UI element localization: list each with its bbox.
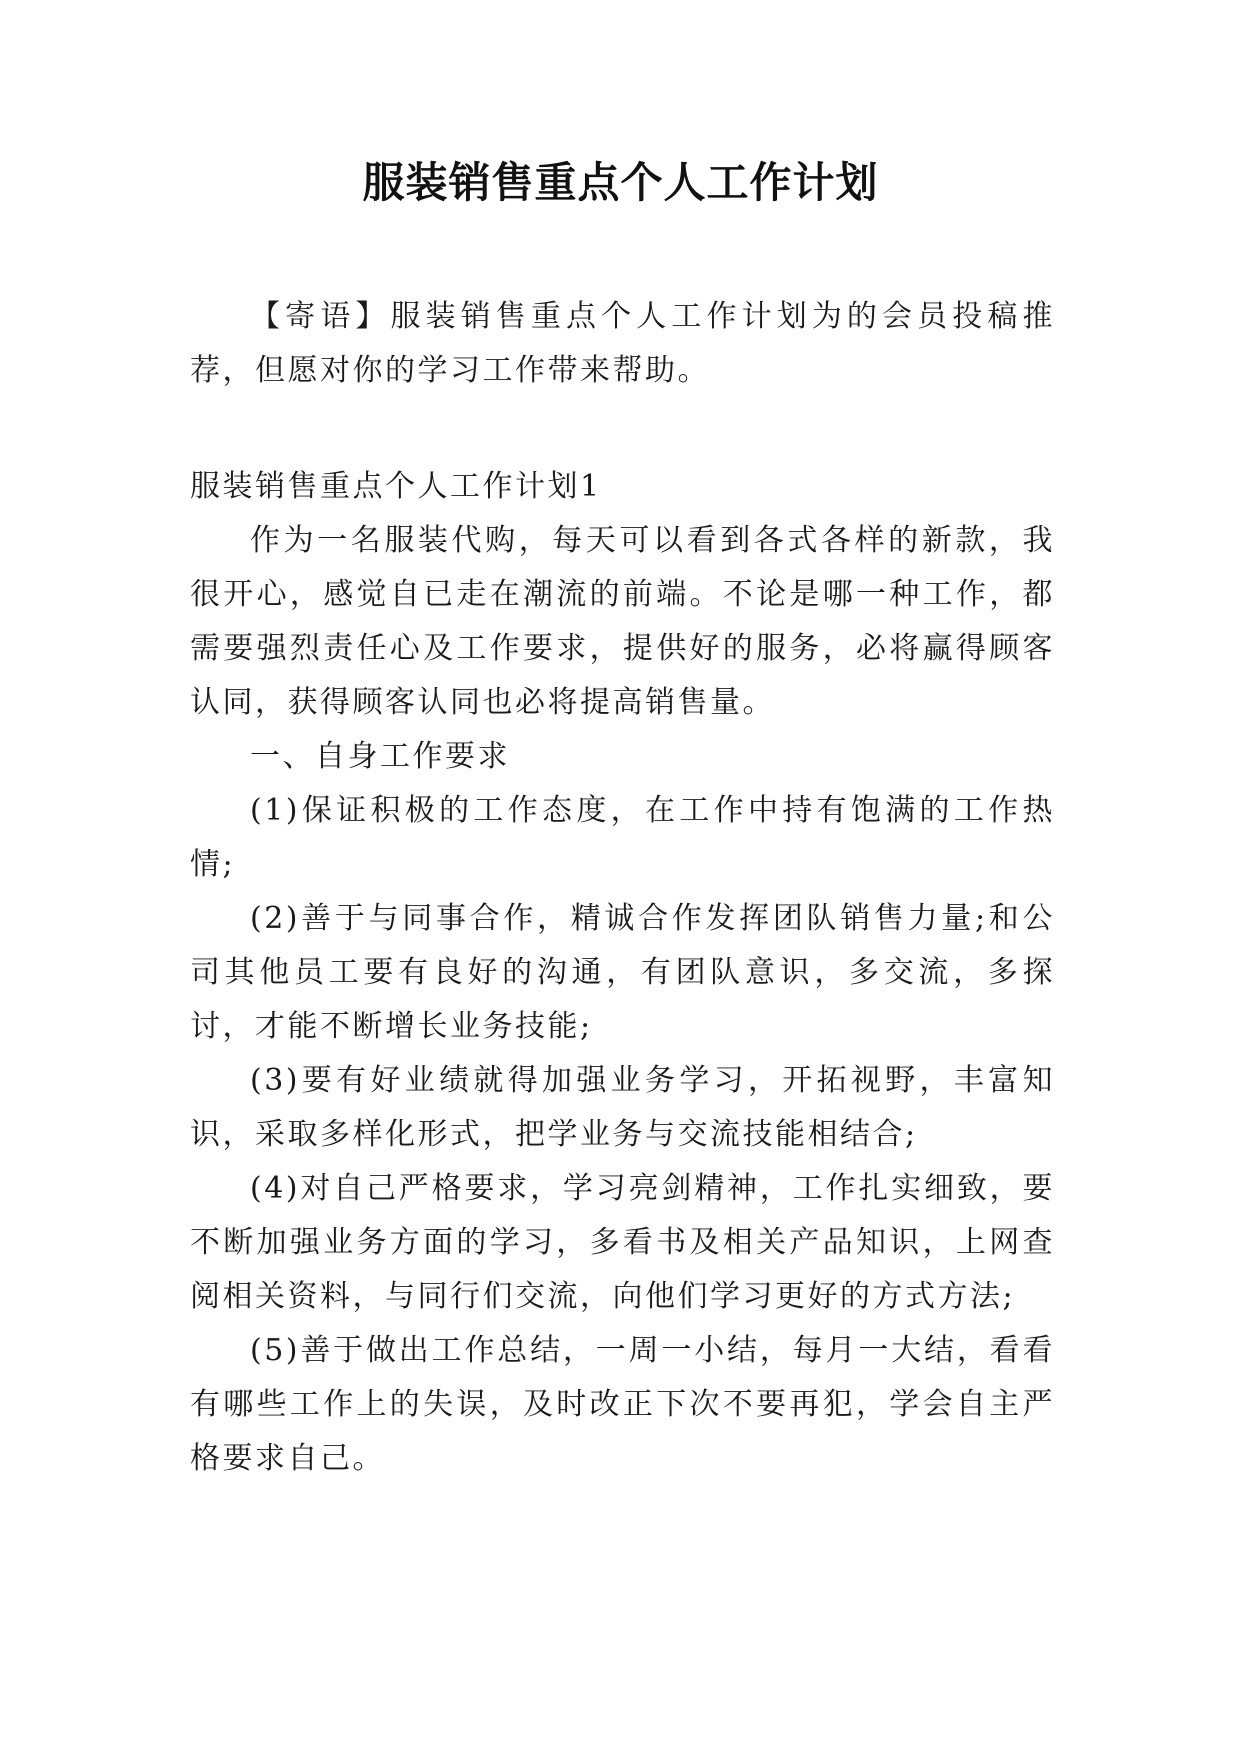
paragraph-item-2: (2)善于与同事合作，精诚合作发挥团队销售力量;和公司其他员工要有良好的沟通，有团队意识，多交流，多探讨，才能不断增长业务技能; xyxy=(190,901,1055,1044)
paragraph-item-1: (1)保证积极的工作态度，在工作中持有饱满的工作热情; xyxy=(190,793,1055,882)
intro-paragraph: 【寄语】服装销售重点个人工作计划为的会员投稿推荐，但愿对你的学习工作带来帮助。 xyxy=(190,299,1055,388)
paragraph-overview: 作为一名服装代购，每天可以看到各式各样的新款，我很开心，感觉自已走在潮流的前端。不论是哪一种工作，都需要强烈责任心及工作要求，提供好的服务，必将赢得顾客认同，获得顾客认同也必将提高销售量。 xyxy=(190,523,1055,720)
paragraph-item-4: (4)对自己严格要求，学习亮剑精神，工作扎实细致，要不断加强业务方面的学习，多看书及相关产品知识，上网查阅相关资料，与同行们交流，向他们学习更好的方式方法; xyxy=(190,1171,1055,1314)
paragraph-heading-requirements: 一、自身工作要求 xyxy=(250,739,510,774)
intro-block xyxy=(190,290,1055,398)
section-heading: 服装销售重点个人工作计划1 xyxy=(190,469,602,504)
paragraph-item-5: (5)善于做出工作总结，一周一小结，每月一大结，看看有哪些工作上的失误，及时改正下次不要再犯，学会自主严格要求自己。 xyxy=(190,1333,1055,1476)
paragraph-item-3: (3)要有好业绩就得加强业务学习，开拓视野，丰富知识，采取多样化形式，把学业务与交流技能相结合; xyxy=(190,1063,1055,1152)
document-title: 服装销售重点个人工作计划 xyxy=(362,158,879,207)
main-content xyxy=(190,460,1055,1486)
